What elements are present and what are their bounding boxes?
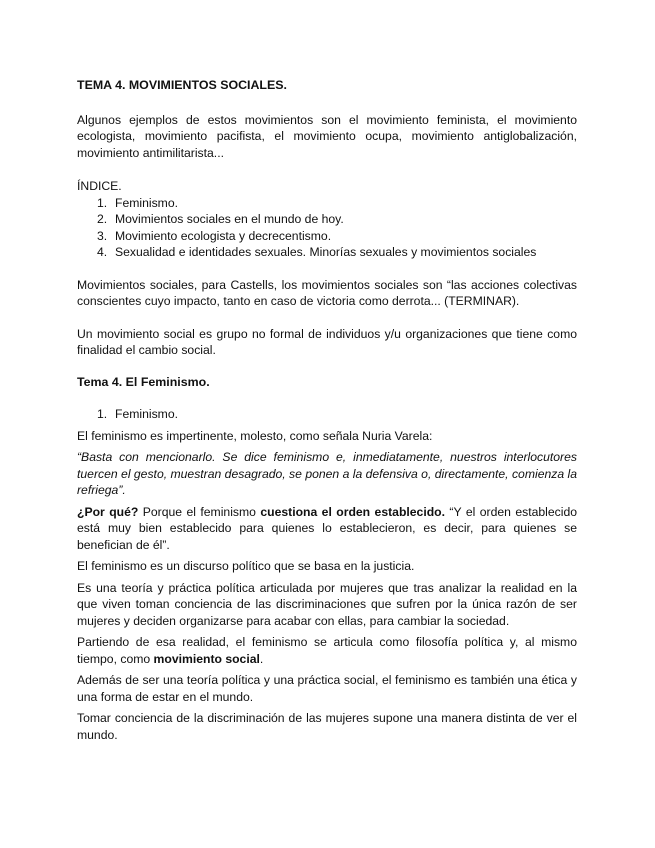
- index-list: [77, 195, 577, 261]
- ethics-paragraph: Además de ser una teoría política y una práctica social, el feminismo es también una ética y una forma de estar en el mundo.: [77, 673, 577, 704]
- castells-paragraph: Movimientos sociales, para Castells, los movimientos sociales son “las acciones colectivas conscientes cuyo impacto, tanto en caso de victoria como derrota... (TERMINAR).: [77, 277, 577, 308]
- why-question: ¿Por qué?: [77, 504, 139, 519]
- section-list: [77, 406, 577, 423]
- philosophy-emphasis: movimiento social: [153, 651, 260, 666]
- list-item: 2. Movimientos sociales en el mundo de hoy.: [97, 212, 344, 226]
- index-heading: ÍNDICE.: [77, 179, 122, 193]
- intro-paragraph: Algunos ejemplos de estos movimientos son el movimiento feminista, el movimiento ecologista, movimiento pacifista, el movimiento ocupa, movimiento antiglobalización, movimiento antimilitarista...: [77, 112, 577, 160]
- section-title: Tema 4. El Feminismo.: [77, 374, 210, 389]
- list-item: 3. Movimiento ecologista y decrecentismo.: [97, 228, 332, 243]
- document-page: [77, 68, 577, 743]
- philosophy-paragraph: Partiendo de esa realidad, el feminismo se articula como filosofía política y, al mismo tiempo, como movimiento social.: [77, 635, 577, 666]
- awareness-paragraph: Tomar conciencia de la discriminación de las mujeres supone una manera distinta de ver el mundo.: [77, 711, 577, 742]
- varela-quote: “Basta con mencionarlo. Se dice feminismo e, inmediatamente, nuestros interlocutores tuercen el gesto, muestran desagrado, se ponen a la defensiva o, directamente, comienza la refriega”.: [77, 450, 577, 497]
- list-item: 1. Feminismo.: [97, 407, 178, 421]
- definition-paragraph: Un movimiento social es grupo no formal de individuos y/u organizaciones que tiene como finalidad el cambio social.: [77, 326, 577, 357]
- document-title: TEMA 4. MOVIMIENTOS SOCIALES.: [77, 78, 287, 92]
- justice-paragraph: El feminismo es un discurso político que se basa en la justicia.: [77, 559, 415, 573]
- theory-paragraph: Es una teoría y práctica política articulada por mujeres que tras analizar la realidad en la que viven toman conciencia de las discriminaciones que sufren por la única razón de ser mujeres y deciden organizarse para acabar con ellas, para cambiar la sociedad.: [77, 580, 577, 628]
- list-item: 4. Sexualidad e identidades sexuales. Minorías sexuales y movimientos sociales: [97, 245, 537, 259]
- list-item: 1. Feminismo.: [97, 195, 178, 210]
- varela-intro: El feminismo es impertinente, molesto, como señala Nuria Varela:: [77, 428, 433, 443]
- why-paragraph: ¿Por qué? Porque el feminismo cuestiona el orden establecido. “Y el orden establecido está muy bien establecido para quienes lo establecieron, es decir, para quienes se benefician de él”.: [77, 504, 577, 552]
- why-emphasis: cuestiona el orden establecido.: [260, 504, 445, 519]
